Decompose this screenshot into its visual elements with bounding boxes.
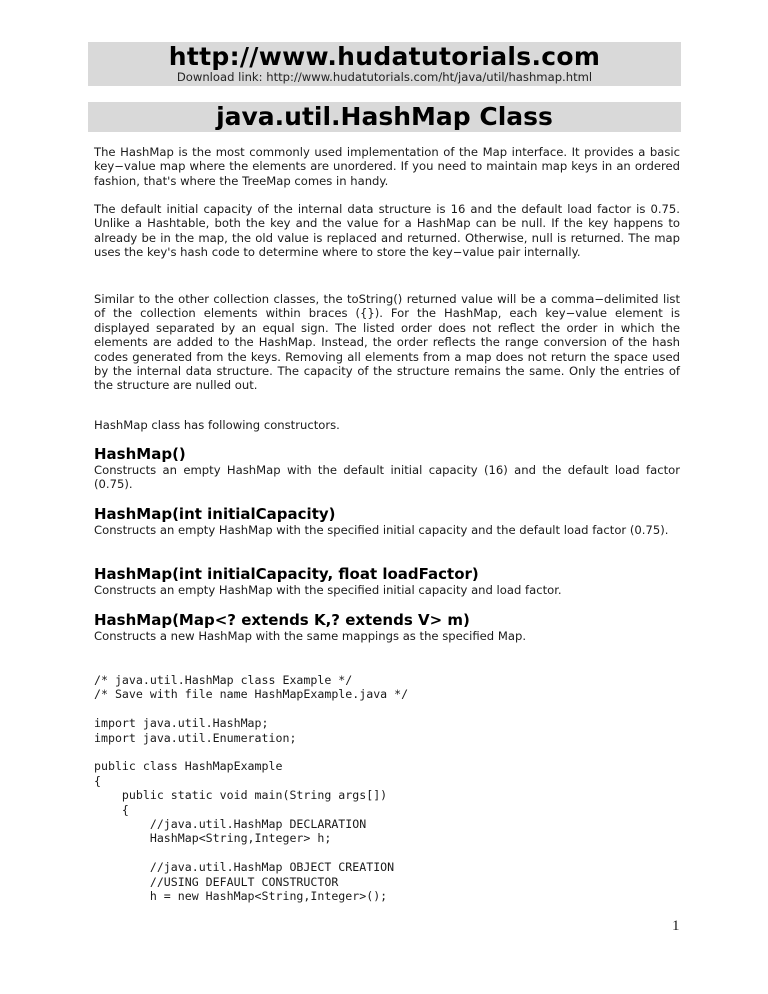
constructor-capacity-loadfactor bbox=[94, 566, 680, 597]
site-url[interactable]: http://www.hudatutorials.com bbox=[168, 42, 601, 71]
constructor-description: Constructs an empty HashMap with the specified initial capacity and the default load factor (0.75). bbox=[94, 523, 669, 537]
constructor-signature: HashMap(int initialCapacity, float loadFactor) bbox=[94, 565, 479, 583]
capacity-paragraph: The default initial capacity of the internal data structure is 16 and the default load factor is 0.75. Unlike a Hashtable, both the key and the value for a HashMap can be null. If the key happens to already be in the map, the old value is replaced and returned. Otherwise, null is returned. The map uses the key's hash code to determine where to store the key−value pair internally. bbox=[94, 202, 680, 260]
site-header bbox=[88, 42, 681, 86]
page-title: java.util.HashMap Class bbox=[88, 102, 681, 132]
constructor-capacity bbox=[94, 506, 680, 537]
constructor-map bbox=[94, 612, 680, 643]
constructors-intro: HashMap class has following constructors. bbox=[94, 418, 340, 432]
intro-paragraph: The HashMap is the most commonly used implementation of the Map interface. It provides a basic key−value map where the elements are unordered. If you need to maintain map keys in an ordered fashion, that's where the TreeMap comes in handy. bbox=[94, 145, 680, 188]
constructor-default bbox=[94, 446, 680, 492]
code-example: /* java.util.HashMap class Example */ /* Save with file name HashMapExample.java */ import java.util.HashMap; import java.util.Enumeration; public class HashMapExample { public static void main(String args[]) { //java.util.HashMap DECLARATION HashMap<String,Integer> h; //java.util.HashMap OBJECT CREATION //USING DEFAULT CONSTRUCTOR h = new HashMap<String,Integer>(); bbox=[94, 673, 409, 904]
tostring-paragraph: Similar to the other collection classes, the toString() returned value will be a comma−delimited list of the collection elements within braces ({}). For the HashMap, each key−value element is displayed separated by an equal sign. The listed order does not reflect the order in which the elements are added to the HashMap. Instead, the order reflects the range conversion of the hash codes generated from the keys. Removing all elements from a map does not return the space used by the internal data structure. The capacity of the structure remains the same. Only the entries of the structure are nulled out. bbox=[94, 292, 680, 393]
constructor-signature: HashMap() bbox=[94, 445, 186, 463]
constructor-description: Constructs a new HashMap with the same mappings as the specified Map. bbox=[94, 629, 527, 643]
download-link[interactable]: Download link: http://www.hudatutorials.com/ht/java/util/hashmap.html bbox=[176, 70, 593, 84]
constructor-signature: HashMap(Map<? extends K,? extends V> m) bbox=[94, 611, 470, 629]
constructor-signature: HashMap(int initialCapacity) bbox=[94, 505, 336, 523]
page-number: 1 bbox=[672, 918, 680, 934]
constructor-description: Constructs an empty HashMap with the default initial capacity (16) and the default load factor (0.75). bbox=[94, 463, 680, 492]
constructor-description: Constructs an empty HashMap with the specified initial capacity and load factor. bbox=[94, 583, 562, 597]
